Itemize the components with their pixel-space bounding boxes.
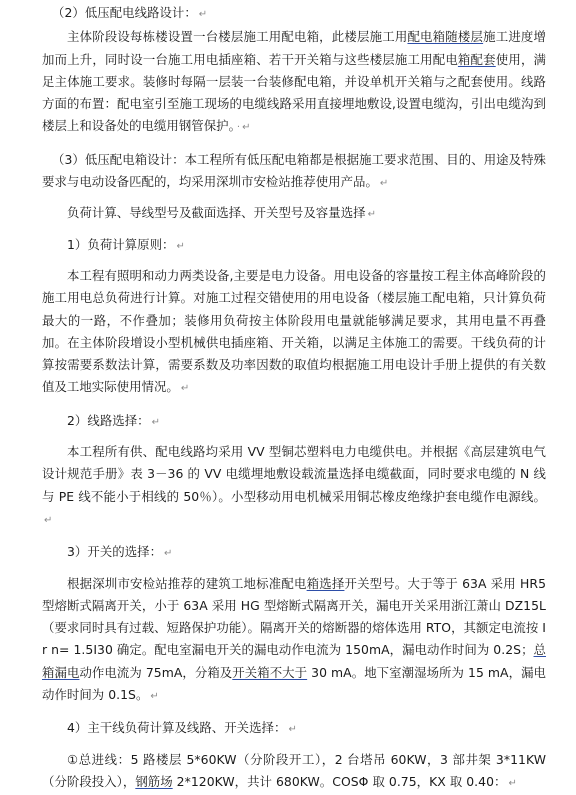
item-1-paragraph: 本工程有照明和动力两类设备,主要是电力设备。用电设备的容量按工程主体高峰阶段的施工用电总负荷进行计算。对施工过程交错使用的用电设备（楼层施工配电箱，只计算负荷最大的一路，不作叠加；装修用负荷按主体阶段用电量就能够满足要求，其用电量不再叠加。在主体阶段增设小型机械供电插座箱、开关箱，以满足主体施工的需要。干线负荷的计算按需要系数法计算，需要系数及功率因数的取值均根据施工用电设计手册上提供的有关数值及工地实际使用情况。 ↵ xyxy=(42,267,546,395)
section-3-subheading: 负荷计算、导线型号及截面选择、开关型号及容量选择 ↵ xyxy=(67,205,377,221)
item-4-heading: 4）主干线负荷计算及线路、开关选择： ↵ xyxy=(67,720,297,736)
underlined-term: 总箱漏电 xyxy=(42,642,546,680)
underlined-term: 配电箱随楼层 xyxy=(407,29,484,45)
item-3-heading: 3）开关的选择： ↵ xyxy=(67,544,173,560)
underlined-term: 开关箱不大于 xyxy=(232,664,308,680)
underlined-term: 箱选择 xyxy=(306,575,345,591)
section-3-heading: （3）低压配电箱设计：本工程所有低压配电箱都是根据施工要求范围、目的、用途及特殊要求与电动设备匹配的，均采用深圳市安检站推荐使用产品。 ↵ xyxy=(42,151,546,190)
underlined-term: 钢筋场 xyxy=(135,773,173,789)
section-2-heading: （2）低压配电线路设计： ↵ xyxy=(52,5,208,20)
item-2-heading: 2）线路选择： ↵ xyxy=(67,412,161,428)
underlined-term: 箱配套 xyxy=(457,51,496,67)
item-3-paragraph: 根据深圳市安检站推荐的建筑工地标准配电箱选择开关型号。大于等于 63A 采用 HR5 型熔断式隔离开关，小于 63A 采用 HG 型熔断式隔离开关，漏电开关采用浙江萧山 DZ15L（要求同时具有过载、短路保护功能）。隔离开关的熔断器的熔体选用 RTO，其额定电流按 I r n= 1.5I30 确定。配电室漏电开关的漏电动作电流为 150mA，漏电动作时间为 0.2S；总箱漏电动作电流为 75mA，分箱及开关箱不大于 30 mA。地下室潮湿场所为 15 mA，漏电动作时间为 0.1S。 ↵ xyxy=(42,575,547,703)
item-4-paragraph: ①总进线：5 路楼层 5*60KW（分阶段开工），2 台塔吊 60KW，3 部井架 3*11KW（分阶段投入），钢筋场 2*120KW，共计 680KW。COSΦ 取 0.75，KX 取 0.40： ↵ xyxy=(42,751,546,789)
item-1-heading: 1）负荷计算原则： ↵ xyxy=(67,236,185,252)
item-2-paragraph: 本工程所有供、配电线路均采用 VV 型铜芯塑料电力电缆供电。并根据《高层建筑电气设计规范手册》表 3－36 的 VV 电缆埋地敷设载流量选择电缆截面，同时要求电缆的 N 线与 PE 线不能小于相线的 50％）。小型移动用电机械采用铜芯橡皮绝缘护套电缆作电源线。↵ xyxy=(42,444,546,526)
section-2-paragraph: 主体阶段设每栋楼设置一台楼层施工用配电箱，此楼层施工用配电箱随楼层施工进度增加而上升，同时设一台施工用电插座箱、若干开关箱与这些楼层施工用配电箱配套使用，满足主体施工要求。装修时每隔一层装一台装修配电箱，并设单机开关箱与之配套使用。线路方面的布置：配电室引至施工现场的电缆线路采用直接埋地敷设,设置电缆沟，引出电缆沟到楼层上和设备处的电缆用钢管保护。 · ↵ xyxy=(42,29,546,134)
